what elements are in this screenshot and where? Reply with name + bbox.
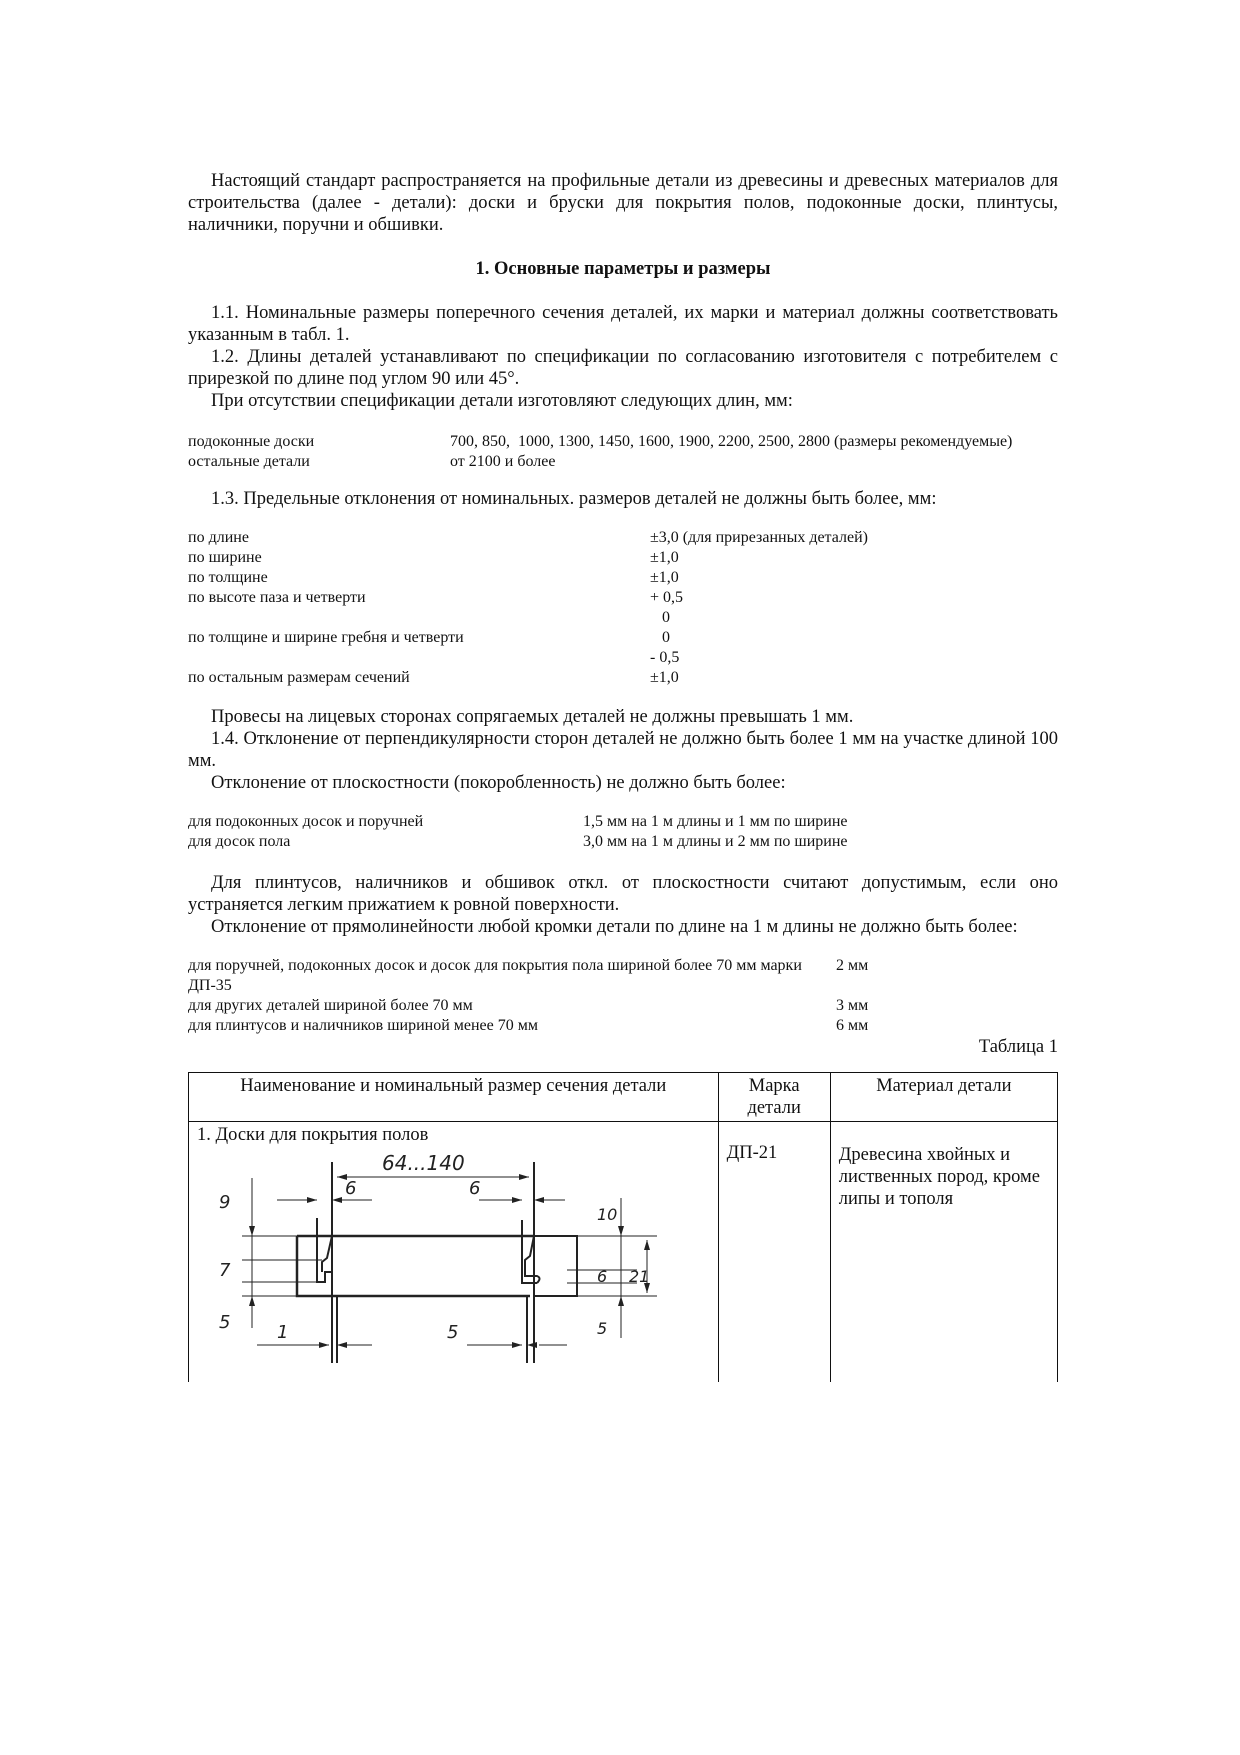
paragraph-1-2: 1.2. Длины деталей устанавливают по спецификации по согласованию изготовителя с потребителем с прирезкой по длине под углом 90 или 45°. bbox=[188, 347, 1058, 389]
cell-material: Древесина хвойных и лиственных пород, кроме липы и тополя bbox=[830, 1122, 1057, 1383]
intro-paragraph: Настоящий стандарт распространяется на профильные детали из древесины и древесных материалов для строительства (далее - детали): доски и бруски для покрытия полов, подоконные доски, плинтусы, наличники, поручни и обшивки. bbox=[188, 171, 1058, 235]
svg-text:5: 5 bbox=[447, 1322, 459, 1343]
deviation-value: + 0,5 bbox=[650, 589, 684, 606]
length-label: подоконные доски bbox=[188, 433, 315, 450]
paragraph-1-4: 1.4. Отклонение от перпендикулярности сторон деталей не должно быть более 1 мм на участке длиной 100 мм. bbox=[188, 729, 1058, 771]
paragraph-overhang: Провесы на лицевых сторонах сопрягаемых деталей не должны превышать 1 мм. bbox=[211, 707, 854, 727]
paragraph-plinth: Для плинтусов, наличников и обшивок откл. от плоскостности считают допустимым, если оно устраняется легким прижатием к ровной поверхности. bbox=[188, 873, 1058, 915]
paragraph-1-2-lengths: При отсутствии спецификации детали изготовляют следующих длин, мм: bbox=[211, 391, 793, 411]
svg-text:21: 21 bbox=[629, 1267, 650, 1286]
table-caption: Таблица 1 bbox=[978, 1037, 1058, 1057]
length-label: остальные детали bbox=[188, 453, 310, 470]
deviation-value: 0 bbox=[650, 609, 670, 626]
cell-mark: ДП-21 bbox=[718, 1122, 830, 1383]
svg-text:6: 6 bbox=[469, 1178, 481, 1199]
header-name: Наименование и номинальный размер сечения детали bbox=[189, 1073, 719, 1122]
row-name: 1. Доски для покрытия полов bbox=[197, 1125, 429, 1145]
document-page bbox=[188, 170, 1058, 1382]
cell-name bbox=[189, 1122, 719, 1383]
deviation-value: 0 bbox=[650, 629, 670, 646]
svg-text:5: 5 bbox=[219, 1312, 231, 1333]
straightness-value: 2 мм bbox=[836, 957, 869, 974]
svg-text:6: 6 bbox=[345, 1178, 357, 1199]
deviation-value: ±3,0 (для прирезанных деталей) bbox=[650, 529, 868, 546]
deviation-value: ±1,0 bbox=[650, 549, 679, 566]
deviation-label: по ширине bbox=[188, 549, 262, 566]
straightness-label: для плинтусов и наличников шириной менее 70 мм bbox=[188, 1017, 539, 1034]
deviation-label: по длине bbox=[188, 529, 249, 546]
paragraph-1-1: 1.1. Номинальные размеры поперечного сечения деталей, их марки и материал должны соответствовать указанным в табл. 1. bbox=[188, 303, 1058, 345]
flatness-label: для досок пола bbox=[188, 833, 291, 850]
flatness-value: 1,5 мм на 1 м длины и 1 мм по ширине bbox=[583, 813, 848, 830]
section-heading: 1. Основные параметры и размеры bbox=[475, 259, 771, 279]
floor-board-profile-drawing bbox=[197, 1148, 657, 1363]
lengths-list bbox=[188, 432, 1058, 472]
paragraph-1-3: 1.3. Предельные отклонения от номинальных. размеров деталей не должны быть более, мм: bbox=[211, 489, 937, 509]
straightness-list bbox=[188, 956, 1058, 1036]
deviation-label: по толщине и ширине гребня и четверти bbox=[188, 629, 464, 646]
deviation-value: ±1,0 bbox=[650, 669, 679, 686]
length-value: 700, 850, 1000, 1300, 1450, 1600, 1900, 2200, 2500, 2800 (размеры рекомендуемые) bbox=[450, 433, 1013, 450]
svg-text:9: 9 bbox=[219, 1192, 231, 1213]
svg-text:7: 7 bbox=[219, 1260, 231, 1281]
deviation-label bbox=[188, 648, 650, 668]
svg-text:6: 6 bbox=[597, 1267, 608, 1286]
deviation-value: ±1,0 bbox=[650, 569, 679, 586]
svg-text:1: 1 bbox=[277, 1322, 289, 1343]
svg-text:10: 10 bbox=[597, 1205, 618, 1224]
paragraph-flatness: Отклонение от плоскостности (покоробленность) не должно быть более: bbox=[211, 773, 786, 793]
straightness-label: для других деталей шириной более 70 мм bbox=[188, 997, 473, 1014]
deviation-value: - 0,5 bbox=[650, 649, 680, 666]
flatness-list bbox=[188, 812, 1058, 852]
svg-text:5: 5 bbox=[597, 1319, 608, 1338]
deviation-label: по остальным размерам сечений bbox=[188, 669, 410, 686]
header-mark: Марка детали bbox=[718, 1073, 830, 1122]
table-1 bbox=[188, 1072, 1058, 1382]
deviations-list bbox=[188, 528, 1058, 688]
table-row bbox=[189, 1122, 1058, 1383]
straightness-label: для поручней, подоконных досок и досок для покрытия пола шириной более 70 мм марки ДП-35 bbox=[188, 957, 806, 994]
dim-width-range: 64...140 bbox=[382, 1151, 465, 1175]
deviation-label: по высоте паза и четверти bbox=[188, 589, 366, 606]
straightness-value: 6 мм bbox=[836, 1017, 869, 1034]
flatness-value: 3,0 мм на 1 м длины и 2 мм по ширине bbox=[583, 833, 848, 850]
deviation-label bbox=[188, 608, 650, 628]
flatness-label: для подоконных досок и поручней bbox=[188, 813, 424, 830]
deviation-label: по толщине bbox=[188, 569, 268, 586]
paragraph-straightness: Отклонение от прямолинейности любой кромки детали по длине на 1 м длины не должно быть более: bbox=[211, 917, 1018, 937]
header-material: Материал детали bbox=[830, 1073, 1057, 1122]
length-value: от 2100 и более bbox=[450, 453, 556, 470]
straightness-value: 3 мм bbox=[836, 997, 869, 1014]
